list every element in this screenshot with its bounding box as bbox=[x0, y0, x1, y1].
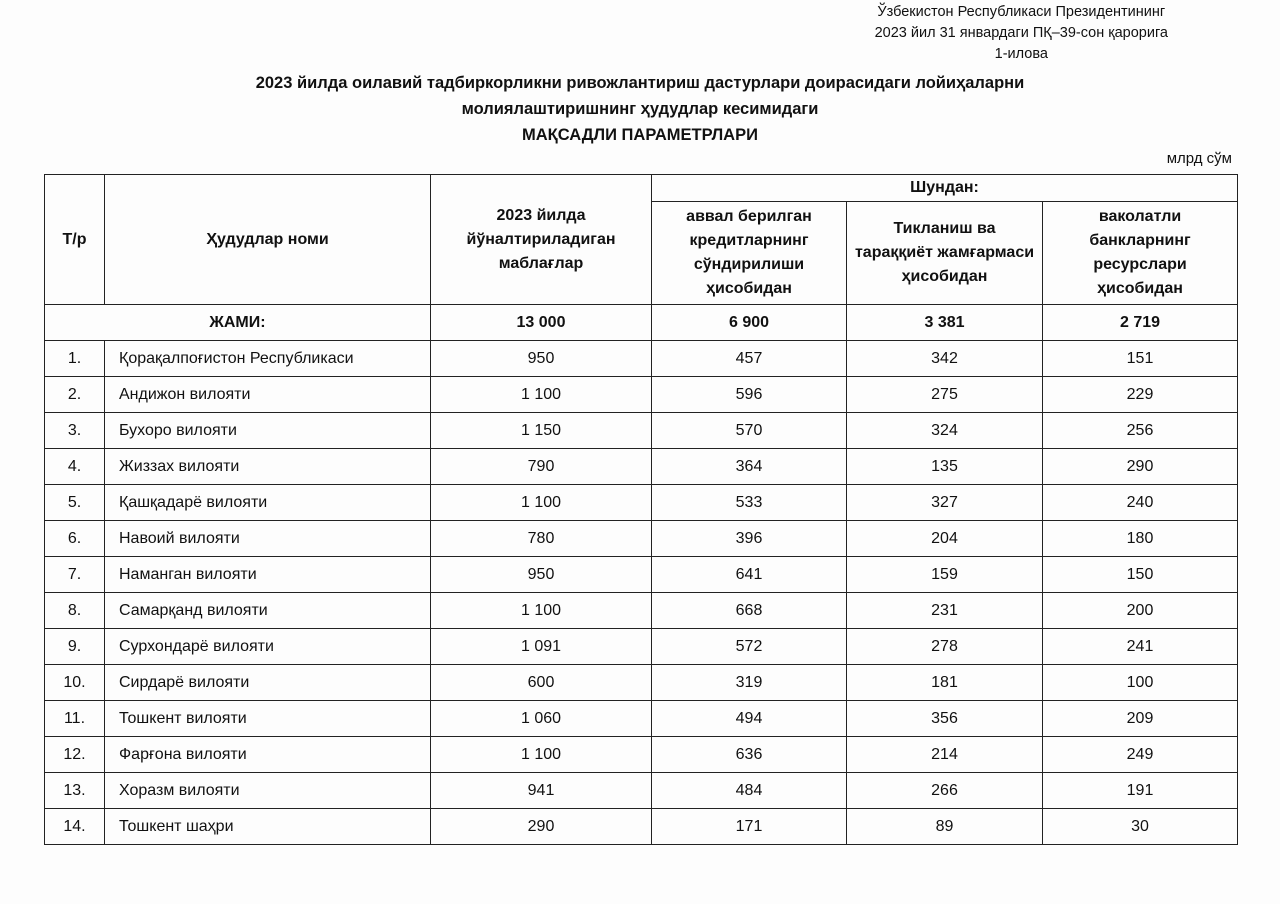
row-repayment: 319 bbox=[652, 665, 847, 701]
row-fund: 159 bbox=[847, 557, 1043, 593]
row-total: 1 150 bbox=[431, 413, 652, 449]
row-repayment: 457 bbox=[652, 341, 847, 377]
row-region: Сирдарё вилояти bbox=[105, 665, 431, 701]
row-banks: 241 bbox=[1043, 629, 1238, 665]
row-banks: 150 bbox=[1043, 557, 1238, 593]
table-row bbox=[45, 701, 1238, 737]
table-row bbox=[45, 413, 1238, 449]
row-repayment: 494 bbox=[652, 701, 847, 737]
header-total: 2023 йилда йўналтириладиган маблағлар bbox=[431, 175, 652, 305]
title-line: 2023 йилда оилавий тадбиркорликни ривожлантириш дастурлари доирасидаги лойиҳаларни bbox=[255, 74, 1025, 92]
row-region: Навоий вилояти bbox=[105, 521, 431, 557]
row-no: 1. bbox=[45, 341, 105, 377]
row-banks: 229 bbox=[1043, 377, 1238, 413]
header-fund: Тикланиш ва тараққиёт жамғармаси ҳисобидан bbox=[847, 202, 1043, 305]
row-banks: 30 bbox=[1043, 809, 1238, 845]
total-repayment: 6 900 bbox=[652, 305, 847, 341]
row-repayment: 570 bbox=[652, 413, 847, 449]
row-fund: 89 bbox=[847, 809, 1043, 845]
row-no: 14. bbox=[45, 809, 105, 845]
row-no: 9. bbox=[45, 629, 105, 665]
row-no: 8. bbox=[45, 593, 105, 629]
row-fund: 135 bbox=[847, 449, 1043, 485]
row-region: Самарқанд вилояти bbox=[105, 593, 431, 629]
row-total: 941 bbox=[431, 773, 652, 809]
row-no: 4. bbox=[45, 449, 105, 485]
unit-label: млрд сўм bbox=[1166, 150, 1232, 167]
parameters-table bbox=[44, 174, 1238, 845]
title-line: МАҚСАДЛИ ПАРАМЕТРЛАРИ bbox=[522, 126, 758, 144]
document-title bbox=[0, 70, 1280, 148]
approval-line: 2023 йил 31 январдаги ПҚ–39-сон қарорига bbox=[874, 25, 1168, 41]
row-fund: 266 bbox=[847, 773, 1043, 809]
row-no: 6. bbox=[45, 521, 105, 557]
approval-line: 1-илова bbox=[994, 46, 1048, 62]
row-fund: 342 bbox=[847, 341, 1043, 377]
row-total: 1 100 bbox=[431, 593, 652, 629]
row-banks: 100 bbox=[1043, 665, 1238, 701]
row-no: 5. bbox=[45, 485, 105, 521]
total-fund: 3 381 bbox=[847, 305, 1043, 341]
row-total: 1 091 bbox=[431, 629, 652, 665]
approval-line: Ўзбекистон Республикаси Президентининг bbox=[877, 4, 1166, 20]
row-repayment: 596 bbox=[652, 377, 847, 413]
table-row bbox=[45, 341, 1238, 377]
row-total: 950 bbox=[431, 557, 652, 593]
row-no: 13. bbox=[45, 773, 105, 809]
row-region: Сурхондарё вилояти bbox=[105, 629, 431, 665]
header-banks: ваколатли банкларнинг ресурслари ҳисобидан bbox=[1043, 202, 1238, 305]
row-region: Қашқадарё вилояти bbox=[105, 485, 431, 521]
row-total: 780 bbox=[431, 521, 652, 557]
row-fund: 231 bbox=[847, 593, 1043, 629]
row-banks: 151 bbox=[1043, 341, 1238, 377]
row-region: Жиззах вилояти bbox=[105, 449, 431, 485]
row-banks: 290 bbox=[1043, 449, 1238, 485]
table-row bbox=[45, 593, 1238, 629]
row-repayment: 396 bbox=[652, 521, 847, 557]
row-region: Тошкент шаҳри bbox=[105, 809, 431, 845]
row-repayment: 484 bbox=[652, 773, 847, 809]
row-banks: 209 bbox=[1043, 701, 1238, 737]
table-row bbox=[45, 773, 1238, 809]
row-fund: 356 bbox=[847, 701, 1043, 737]
row-repayment: 668 bbox=[652, 593, 847, 629]
row-banks: 191 bbox=[1043, 773, 1238, 809]
row-banks: 180 bbox=[1043, 521, 1238, 557]
row-no: 10. bbox=[45, 665, 105, 701]
row-region: Андижон вилояти bbox=[105, 377, 431, 413]
header-no: Т/р bbox=[45, 175, 105, 305]
row-region: Бухоро вилояти bbox=[105, 413, 431, 449]
row-fund: 181 bbox=[847, 665, 1043, 701]
row-no: 2. bbox=[45, 377, 105, 413]
row-total: 1 100 bbox=[431, 737, 652, 773]
title-line: молиялаштиришнинг ҳудудлар кесимидаги bbox=[461, 100, 819, 118]
table-row bbox=[45, 485, 1238, 521]
row-fund: 275 bbox=[847, 377, 1043, 413]
row-region: Хоразм вилояти bbox=[105, 773, 431, 809]
total-label: ЖАМИ: bbox=[45, 305, 431, 341]
header-group: Шундан: bbox=[652, 175, 1238, 202]
total-row bbox=[45, 305, 1238, 341]
table-row bbox=[45, 629, 1238, 665]
row-fund: 214 bbox=[847, 737, 1043, 773]
row-banks: 256 bbox=[1043, 413, 1238, 449]
row-repayment: 364 bbox=[652, 449, 847, 485]
row-total: 290 bbox=[431, 809, 652, 845]
row-no: 11. bbox=[45, 701, 105, 737]
row-repayment: 636 bbox=[652, 737, 847, 773]
row-no: 7. bbox=[45, 557, 105, 593]
total-value: 13 000 bbox=[431, 305, 652, 341]
row-banks: 249 bbox=[1043, 737, 1238, 773]
row-region: Қорақалпоғистон Республикаси bbox=[105, 341, 431, 377]
header-region: Ҳудудлар номи bbox=[105, 175, 431, 305]
row-total: 1 100 bbox=[431, 377, 652, 413]
row-region: Тошкент вилояти bbox=[105, 701, 431, 737]
row-fund: 327 bbox=[847, 485, 1043, 521]
row-no: 12. bbox=[45, 737, 105, 773]
row-banks: 200 bbox=[1043, 593, 1238, 629]
table-row bbox=[45, 809, 1238, 845]
row-banks: 240 bbox=[1043, 485, 1238, 521]
row-fund: 278 bbox=[847, 629, 1043, 665]
row-fund: 204 bbox=[847, 521, 1043, 557]
row-region: Фарғона вилояти bbox=[105, 737, 431, 773]
table-row bbox=[45, 377, 1238, 413]
table-row bbox=[45, 521, 1238, 557]
table-row bbox=[45, 665, 1238, 701]
row-repayment: 171 bbox=[652, 809, 847, 845]
row-total: 950 bbox=[431, 341, 652, 377]
table-row bbox=[45, 557, 1238, 593]
table-row bbox=[45, 737, 1238, 773]
row-total: 1 060 bbox=[431, 701, 652, 737]
row-repayment: 641 bbox=[652, 557, 847, 593]
row-repayment: 533 bbox=[652, 485, 847, 521]
row-fund: 324 bbox=[847, 413, 1043, 449]
row-repayment: 572 bbox=[652, 629, 847, 665]
row-no: 3. bbox=[45, 413, 105, 449]
row-region: Наманган вилояти bbox=[105, 557, 431, 593]
row-total: 1 100 bbox=[431, 485, 652, 521]
approval-note bbox=[875, 2, 1168, 65]
header-repayment: аввал берилган кредитларнинг сўндирилиши ҳисобидан bbox=[652, 202, 847, 305]
table-row bbox=[45, 449, 1238, 485]
row-total: 790 bbox=[431, 449, 652, 485]
total-banks: 2 719 bbox=[1043, 305, 1238, 341]
row-total: 600 bbox=[431, 665, 652, 701]
